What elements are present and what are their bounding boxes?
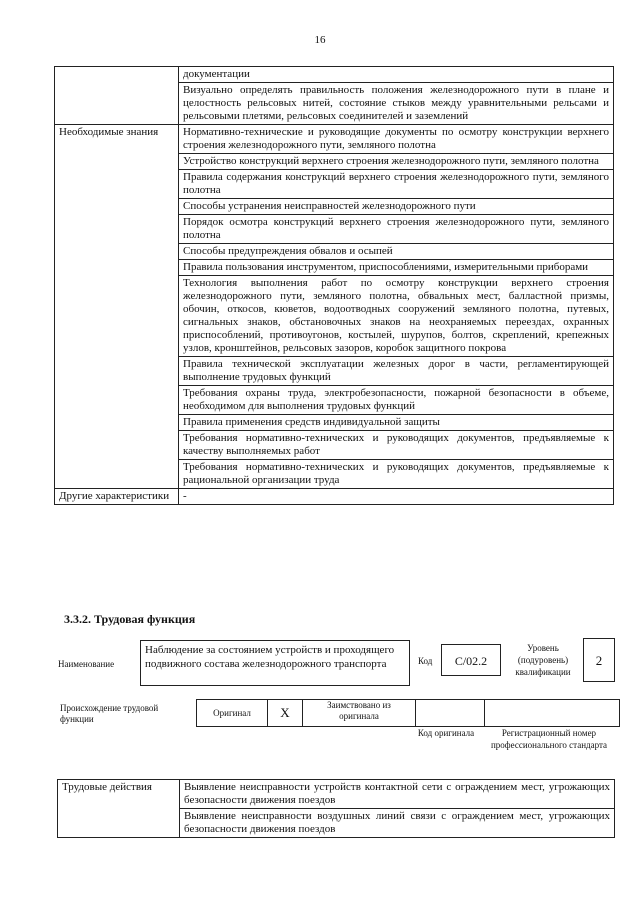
borrowed-label: Заимствовано из оригинала — [303, 700, 416, 727]
table-cell: Выявление неисправности устройств контактной сети с ограждением мест, угрожающих безопасности движения поездов — [180, 780, 615, 809]
table-cell: Нормативно-технические и руководящие документы по осмотру конструкции верхнего строения железнодорожного пути, земляного полотна — [179, 125, 614, 154]
function-code-box: С/02.2 — [441, 644, 501, 676]
table-row — [55, 67, 614, 83]
section-heading: 3.3.2. Трудовая функция — [64, 612, 196, 626]
table-cell: Правила применения средств индивидуальной защиты — [179, 415, 614, 431]
table-cell: Требования нормативно-технических и руководящих документов, предъявляемые к качеству выполняемых работ — [179, 431, 614, 460]
row-label-empty — [55, 67, 179, 125]
table-cell: Устройство конструкций верхнего строения железнодорожного пути, земляного полотна — [179, 154, 614, 170]
actions-table — [57, 779, 615, 838]
knowledge-table — [54, 66, 614, 505]
row-label-knowledge: Необходимые знания — [55, 125, 179, 489]
reg-number-cell — [485, 700, 620, 727]
code-original-caption: Код оригинала — [417, 728, 475, 738]
table-cell: Правила пользования инструментом, приспособлениями, измерительными приборами — [179, 260, 614, 276]
table-cell: Способы предупреждения обвалов и осыпей — [179, 244, 614, 260]
table-cell: - — [179, 489, 614, 505]
original-label: Оригинал — [197, 700, 268, 727]
table-cell: Способы устранения неисправностей железнодорожного пути — [179, 199, 614, 215]
table-cell: Порядок осмотра конструкций верхнего строения железнодорожного пути, земляного полотна — [179, 215, 614, 244]
origin-label: Происхождение трудовой функции — [60, 703, 159, 724]
table-cell: Требования нормативно-технических и руководящих документов, предъявляемые к рациональной организации труда — [179, 460, 614, 489]
original-mark: X — [268, 700, 303, 727]
table-row — [58, 780, 615, 809]
table-cell: документации — [179, 67, 614, 83]
row-label-other: Другие характеристики — [55, 489, 179, 505]
table-cell: Требования охраны труда, электробезопасности, пожарной безопасности в объеме, необходимом для выполнения трудовых функций — [179, 386, 614, 415]
table-row — [55, 489, 614, 505]
level-box: 2 — [583, 638, 615, 682]
page-number: 16 — [314, 34, 326, 46]
origin-table — [196, 699, 620, 727]
code-label: Код — [418, 656, 433, 666]
table-cell: Правила технической эксплуатации железных дорог в части, регламентирующей выполнение трудовых функций — [179, 357, 614, 386]
reg-number-caption: Регистрационный номер профессионального стандарта — [490, 728, 608, 750]
table-cell: Технология выполнения работ по осмотру конструкции верхнего строения железнодорожного пути, земляного полотна, обвальных мест, балластной призмы, обочин, откосов, кюветов, водоотводных сооружений земляного полотна, путевых, сигнальных знаков, обстановочных знаков на неохраняемых переездах, охранных приспособлений, противоугонов, костылей, шурупов, болтов, скреплений, крепежных узлов, кронштейнов, рельсовых зазоров, коробок защитного покрова — [179, 276, 614, 357]
table-row — [55, 125, 614, 154]
row-label-actions: Трудовые действия — [58, 780, 180, 838]
name-label: Наименование — [58, 659, 115, 669]
function-name-box: Наблюдение за состоянием устройств и проходящего подвижного состава железнодорожного транспорта — [140, 640, 410, 686]
table-cell: Правила содержания конструкций верхнего строения железнодорожного пути, земляного полотна — [179, 170, 614, 199]
table-cell: Визуально определять правильность положения железнодорожного пути в плане и целостность рельсовых нитей, состояние стыков между уравнительными рельсами и рельсовыми плетями, рельсовых соединителей и заземлений — [179, 83, 614, 125]
table-row — [197, 700, 620, 727]
code-original-cell — [416, 700, 485, 727]
table-cell: Выявление неисправности воздушных линий связи с ограждением мест, угрожающих безопасности движения поездов — [180, 809, 615, 838]
level-label: Уровень (подуровень) квалификации — [515, 643, 571, 677]
